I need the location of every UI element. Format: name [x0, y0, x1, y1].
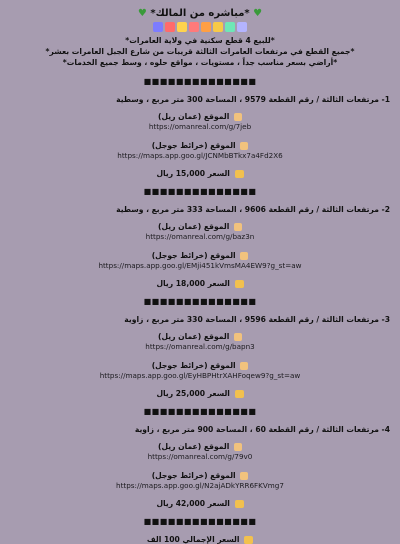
location-label-text: الموقع (عمان ريل)	[158, 222, 230, 231]
maps-link[interactable]: https://maps.app.goo.gl/JCNMbBTkx7a4Fd2X6	[117, 151, 283, 160]
location-label	[10, 222, 390, 232]
emoji-icon-6	[213, 22, 223, 32]
total-price	[10, 535, 390, 544]
maps-label-text: الموقع (خرائط جوجل)	[151, 141, 236, 150]
header-line-3: *أراضي بسعر مناسب جداً ، مستويات ، مواقع حلوه ، وسط جميع الخدمات*	[62, 58, 338, 67]
maps-label	[10, 141, 390, 151]
price	[10, 279, 390, 288]
location-label	[10, 442, 390, 452]
green-heart-icon: ♥	[253, 8, 263, 19]
emoji-icon-2	[165, 22, 175, 32]
location-label	[10, 112, 390, 122]
maps-link[interactable]: https://maps.app.goo.gl/EyHBPHtrXAHFoqew9?g_st=aw	[99, 371, 301, 380]
price	[10, 169, 390, 178]
header-line-2: *جميع القطع في مرتفعات العامرات الثالثة قريبات من شارع الجبل العامرات بعشر*	[45, 47, 355, 56]
maps-link[interactable]: https://maps.app.goo.gl/EMji451kVmsMA4EW9?g_st=aw	[98, 261, 302, 270]
emoji-icon-7	[225, 22, 235, 32]
listing-2	[10, 205, 390, 288]
header-line-1: *للبيع 4 قطع سكنية في ولاية العامرات*	[125, 36, 275, 45]
separator: ■■■■■■■■■■■■■■	[143, 407, 257, 416]
money-bag-icon	[235, 500, 244, 508]
green-heart-icon: ♥	[137, 8, 147, 19]
location-link[interactable]: https://omanreal.com/g/baz3n	[145, 232, 255, 241]
header-title-text: *مباشره من المالك*	[150, 8, 250, 19]
separator: ■■■■■■■■■■■■■■	[143, 187, 257, 196]
separator: ■■■■■■■■■■■■■■	[143, 297, 257, 306]
price	[10, 389, 390, 398]
pointing-hand-icon	[240, 362, 248, 370]
listing-3	[10, 315, 390, 398]
listing-head: 2- مرتفعات الثالثة / رقم القطعة 9606 ، المساحة 333 متر مربع ، وسطية	[116, 205, 390, 214]
header-title	[10, 8, 390, 20]
pointing-hand-icon	[240, 472, 248, 480]
price	[10, 499, 390, 508]
listing-head: 4- مرتفعات الثالثة / رقم القطعة 60 ، المساحة 900 متر مربع ، زاوية	[134, 425, 390, 434]
money-bag-icon	[235, 280, 244, 288]
maps-label-text: الموقع (خرائط جوجل)	[151, 361, 236, 370]
emoji-icon-1	[153, 22, 163, 32]
listing-1	[10, 95, 390, 178]
maps-label	[10, 471, 390, 481]
money-bag-icon	[235, 390, 244, 398]
separator: ■■■■■■■■■■■■■■	[143, 517, 257, 526]
location-link[interactable]: https://omanreal.com/g/bapn3	[145, 342, 255, 351]
location-link[interactable]: https://omanreal.com/g/7jeb	[148, 122, 252, 131]
maps-label	[10, 361, 390, 371]
money-bag-icon	[235, 170, 244, 178]
location-link[interactable]: https://omanreal.com/g/79v0	[147, 452, 253, 461]
pointing-hand-icon	[234, 443, 242, 451]
price-text: السعر 18,000 ريال	[156, 279, 230, 288]
maps-label-text: الموقع (خرائط جوجل)	[151, 471, 236, 480]
price-text: السعر 15,000 ريال	[156, 169, 230, 178]
location-label-text: الموقع (عمان ريل)	[158, 112, 230, 121]
location-label-text: الموقع (عمان ريل)	[158, 332, 230, 341]
pointing-hand-icon	[234, 333, 242, 341]
pointing-hand-icon	[240, 142, 248, 150]
listing-head: 1- مرتفعات الثالثة / رقم القطعة 9579 ، المساحة 300 متر مربع ، وسطية	[116, 95, 390, 104]
price-text: السعر 25,000 ريال	[156, 389, 230, 398]
location-label-text: الموقع (عمان ريل)	[158, 442, 230, 451]
maps-label	[10, 251, 390, 261]
pointing-hand-icon	[234, 223, 242, 231]
emoji-icon-3	[177, 22, 187, 32]
emoji-icon-4	[189, 22, 199, 32]
emoji-row	[10, 22, 390, 32]
pointing-hand-icon	[240, 252, 248, 260]
pointing-hand-icon	[234, 113, 242, 121]
maps-link[interactable]: https://maps.app.goo.gl/N2ajADkYRR6FKVmg7	[116, 481, 284, 490]
total-price-text: السعر الإجمالي 100 الف	[146, 535, 240, 544]
money-bag-icon	[244, 536, 253, 544]
emoji-icon-8	[237, 22, 247, 32]
separator: ■■■■■■■■■■■■■■	[143, 77, 257, 86]
price-text: السعر 42,000 ريال	[156, 499, 230, 508]
listing-4	[10, 425, 390, 508]
emoji-icon-5	[201, 22, 211, 32]
maps-label-text: الموقع (خرائط جوجل)	[151, 251, 236, 260]
message-header	[10, 8, 390, 68]
listing-head: 3- مرتفعات الثالثة / رقم القطعة 9596 ، المساحة 330 متر مربع ، زاوية	[124, 315, 390, 324]
location-label	[10, 332, 390, 342]
